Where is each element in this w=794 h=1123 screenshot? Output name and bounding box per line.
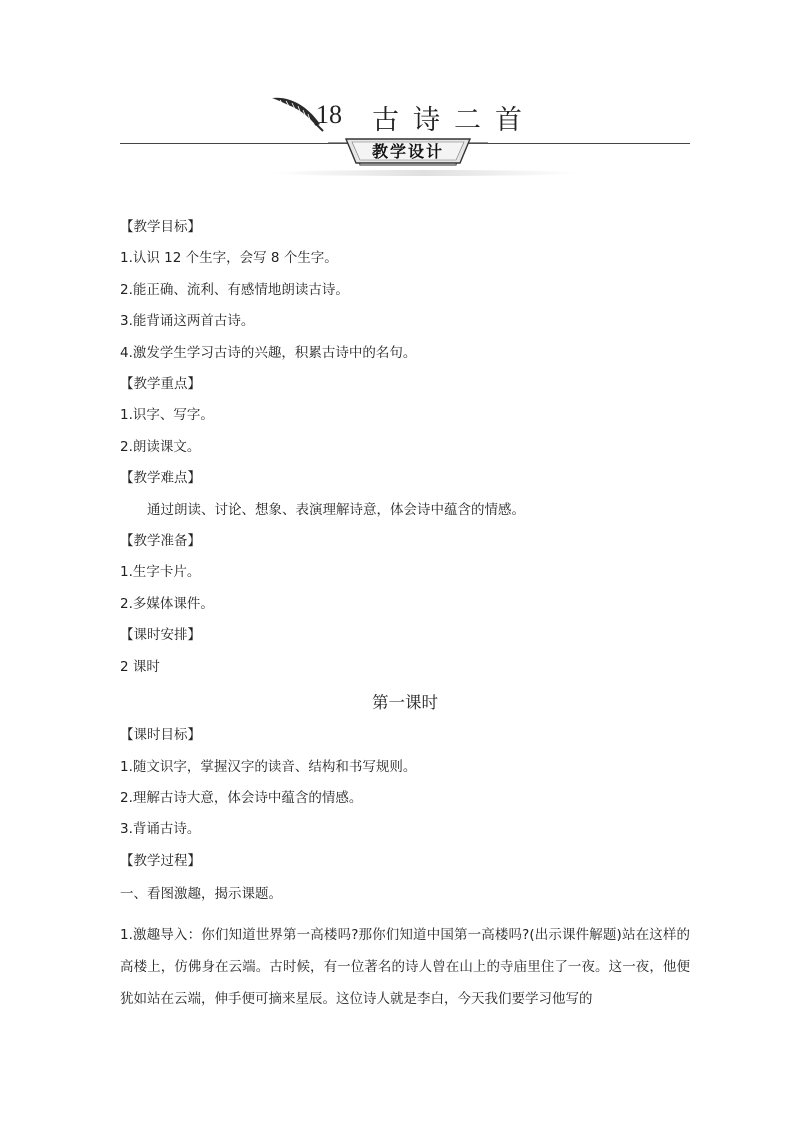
spacer [120, 911, 690, 919]
preparation-heading: 【教学准备】 [120, 533, 201, 550]
lesson-goal-item: 1.随文识字，掌握汉字的读音、结构和书写规则。 [120, 758, 417, 775]
teaching-design-badge: 教学设计 [371, 142, 444, 161]
process-heading: 【教学过程】 [120, 852, 201, 869]
goal-item: 3.能背诵这两首古诗。 [120, 313, 255, 330]
intro-paragraph: 1.激趣导入：你们知道世界第一高楼吗?那你们知道中国第一高楼吗?(出示课件解题)站在这样的高楼上，仿佛身在云端。古时候，有一位著名的诗人曾在山上的寺庙里住了一夜。这一夜，他便犹如站在云端，伸手便可摘来星辰。这位诗人就是李白，今天我们要学习他写的 [120, 926, 690, 1007]
goal-item: 2.能正确、流利、有感情地朗读古诗。 [120, 281, 349, 298]
header-shadow [270, 170, 580, 176]
lesson-number: 18 [316, 100, 342, 129]
key-point-item: 1.识字、写字。 [120, 407, 214, 424]
key-point-item: 2.朗读课文。 [120, 438, 201, 455]
process-step-one: 一、看图激趣，揭示课题。 [120, 886, 282, 903]
document-body [120, 212, 690, 1015]
schedule-text: 2 课时 [120, 658, 160, 675]
lesson-goal-item: 2.理解古诗大意，体会诗中蕴含的情感。 [120, 789, 363, 806]
lesson-goal-item: 3.背诵古诗。 [120, 821, 201, 838]
preparation-item: 1.生字卡片。 [120, 564, 201, 581]
key-points-heading: 【教学重点】 [120, 376, 201, 393]
goal-item: 4.激发学生学习古诗的兴趣，积累古诗中的名句。 [120, 344, 417, 361]
goals-heading: 【教学目标】 [120, 219, 201, 235]
page-header [0, 0, 794, 185]
schedule-heading: 【课时安排】 [120, 627, 201, 644]
preparation-item: 2.多媒体课件。 [120, 595, 214, 612]
difficulty-text: 通过朗读、讨论、想象、表演理解诗意，体会诗中蕴含的情感。 [147, 501, 525, 518]
goal-item: 1.认识 12 个生字，会写 8 个生字。 [120, 250, 338, 267]
difficulty-heading: 【教学难点】 [120, 470, 201, 487]
first-lesson-title: 第一课时 [372, 693, 438, 713]
lesson-goals-heading: 【课时目标】 [120, 727, 201, 744]
lesson-title: 古诗二首 [372, 105, 536, 136]
